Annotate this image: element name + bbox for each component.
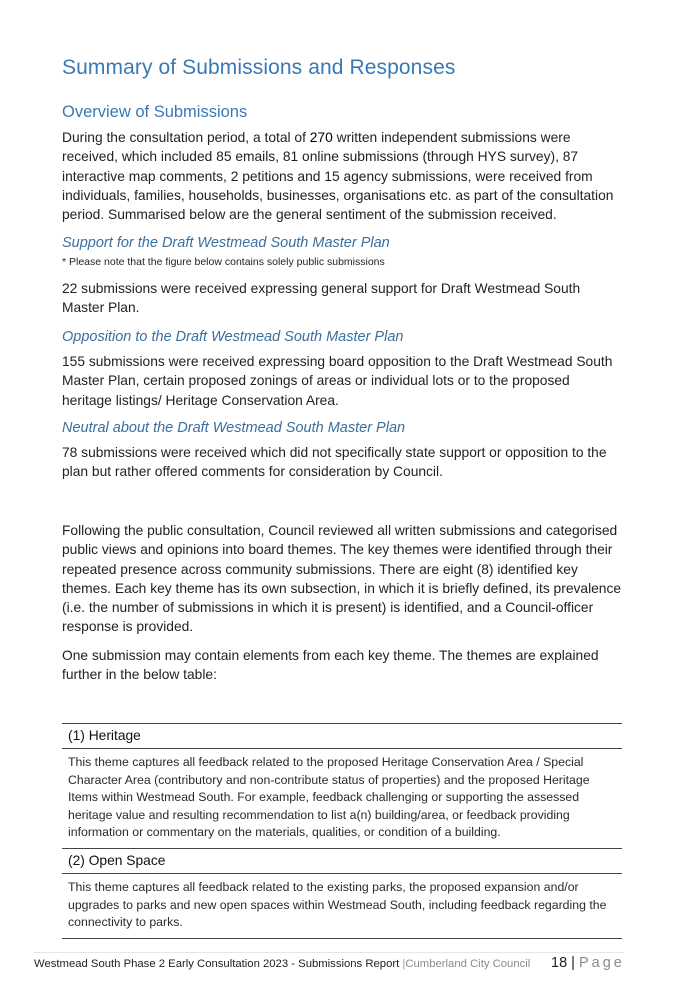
themes-table (62, 723, 622, 939)
overview-prefix: During the consultation period, a total of (62, 130, 310, 145)
opposition-text: 155 submissions were received expressing board opposition to the Draft Westmead South Master Plan, certain proposed zonings of areas or individual lots or to the proposed heritage listings/ Heritage Conservation Area. (62, 354, 613, 408)
page-number (551, 955, 625, 971)
themes-intro-2: One submission may contain elements from each key theme. The themes are explained further in the below table: (62, 648, 599, 683)
support-note: * Please note that the figure below contains solely public submissions (62, 256, 385, 268)
theme-heritage-title: (1) Heritage (62, 723, 622, 749)
page-number-value: 18 (551, 955, 568, 971)
overview-heading: Overview of Submissions (62, 103, 248, 121)
page-title: Summary of Submissions and Responses (62, 56, 456, 79)
support-heading: Support for the Draft Westmead South Master Plan (62, 235, 390, 251)
theme-heritage-text: This theme captures all feedback related to the proposed Heritage Conservation Area / Special Character Area (contributory and non-contribute status of properties) and the proposed Heritage Items within Westmead South. For example, feedback challenging or supporting the assessed heritage value and resulting recommendation to list a(n) building/area, or feedback providing information or commentary on the materials, qualities, or condition of a building. (62, 749, 622, 849)
footer-divider (34, 952, 624, 953)
neutral-heading: Neutral about the Draft Westmead South Master Plan (62, 420, 406, 436)
page-number-separator: | (571, 955, 575, 971)
total-submissions: 270 (309, 130, 333, 145)
support-text: 22 submissions were received expressing general support for Draft Westmead South Master Plan. (62, 281, 581, 316)
themes-intro: Following the public consultation, Council reviewed all written submissions and categorised public views and opinions into board themes. The key themes were identified through their repeated presence across community submissions. There are eight (8) identified key themes. Each key theme has its own subsection, in which it is briefly defined, its prevalence (i.e. the number of submissions in which it is present) is identified, and a Council-officer response is provided. (62, 523, 622, 635)
footer (34, 958, 530, 970)
theme-openspace-title: (2) Open Space (62, 849, 622, 874)
theme-openspace-text: This theme captures all feedback related to the existing parks, the proposed expansion and/or upgrades to parks and new open spaces within Westmead South, including feedback regarding the connectivity to parks. (62, 874, 622, 939)
footer-separator: | (402, 958, 406, 970)
neutral-text: 78 submissions were received which did not specifically state support or opposition to the plan but rather offered comments for consideration by Council. (62, 445, 607, 480)
overview-suffix: written independent submissions were received, which included 85 emails, 81 online submissions (through HYS survey), 87 interactive map comments, 2 petitions and 15 agency submissions, were received from individuals, families, households, businesses, organisations etc. as part of the consultation period. Summarised below are the general sentiment of the submission received. (62, 130, 614, 223)
overview-paragraph (62, 128, 622, 224)
opposition-heading: Opposition to the Draft Westmead South Master Plan (62, 329, 404, 345)
footer-report-title: Westmead South Phase 2 Early Consultation 2023 - Submissions Report (34, 958, 400, 970)
page-word: Page (578, 955, 625, 971)
footer-council: Cumberland City Council (405, 958, 531, 970)
